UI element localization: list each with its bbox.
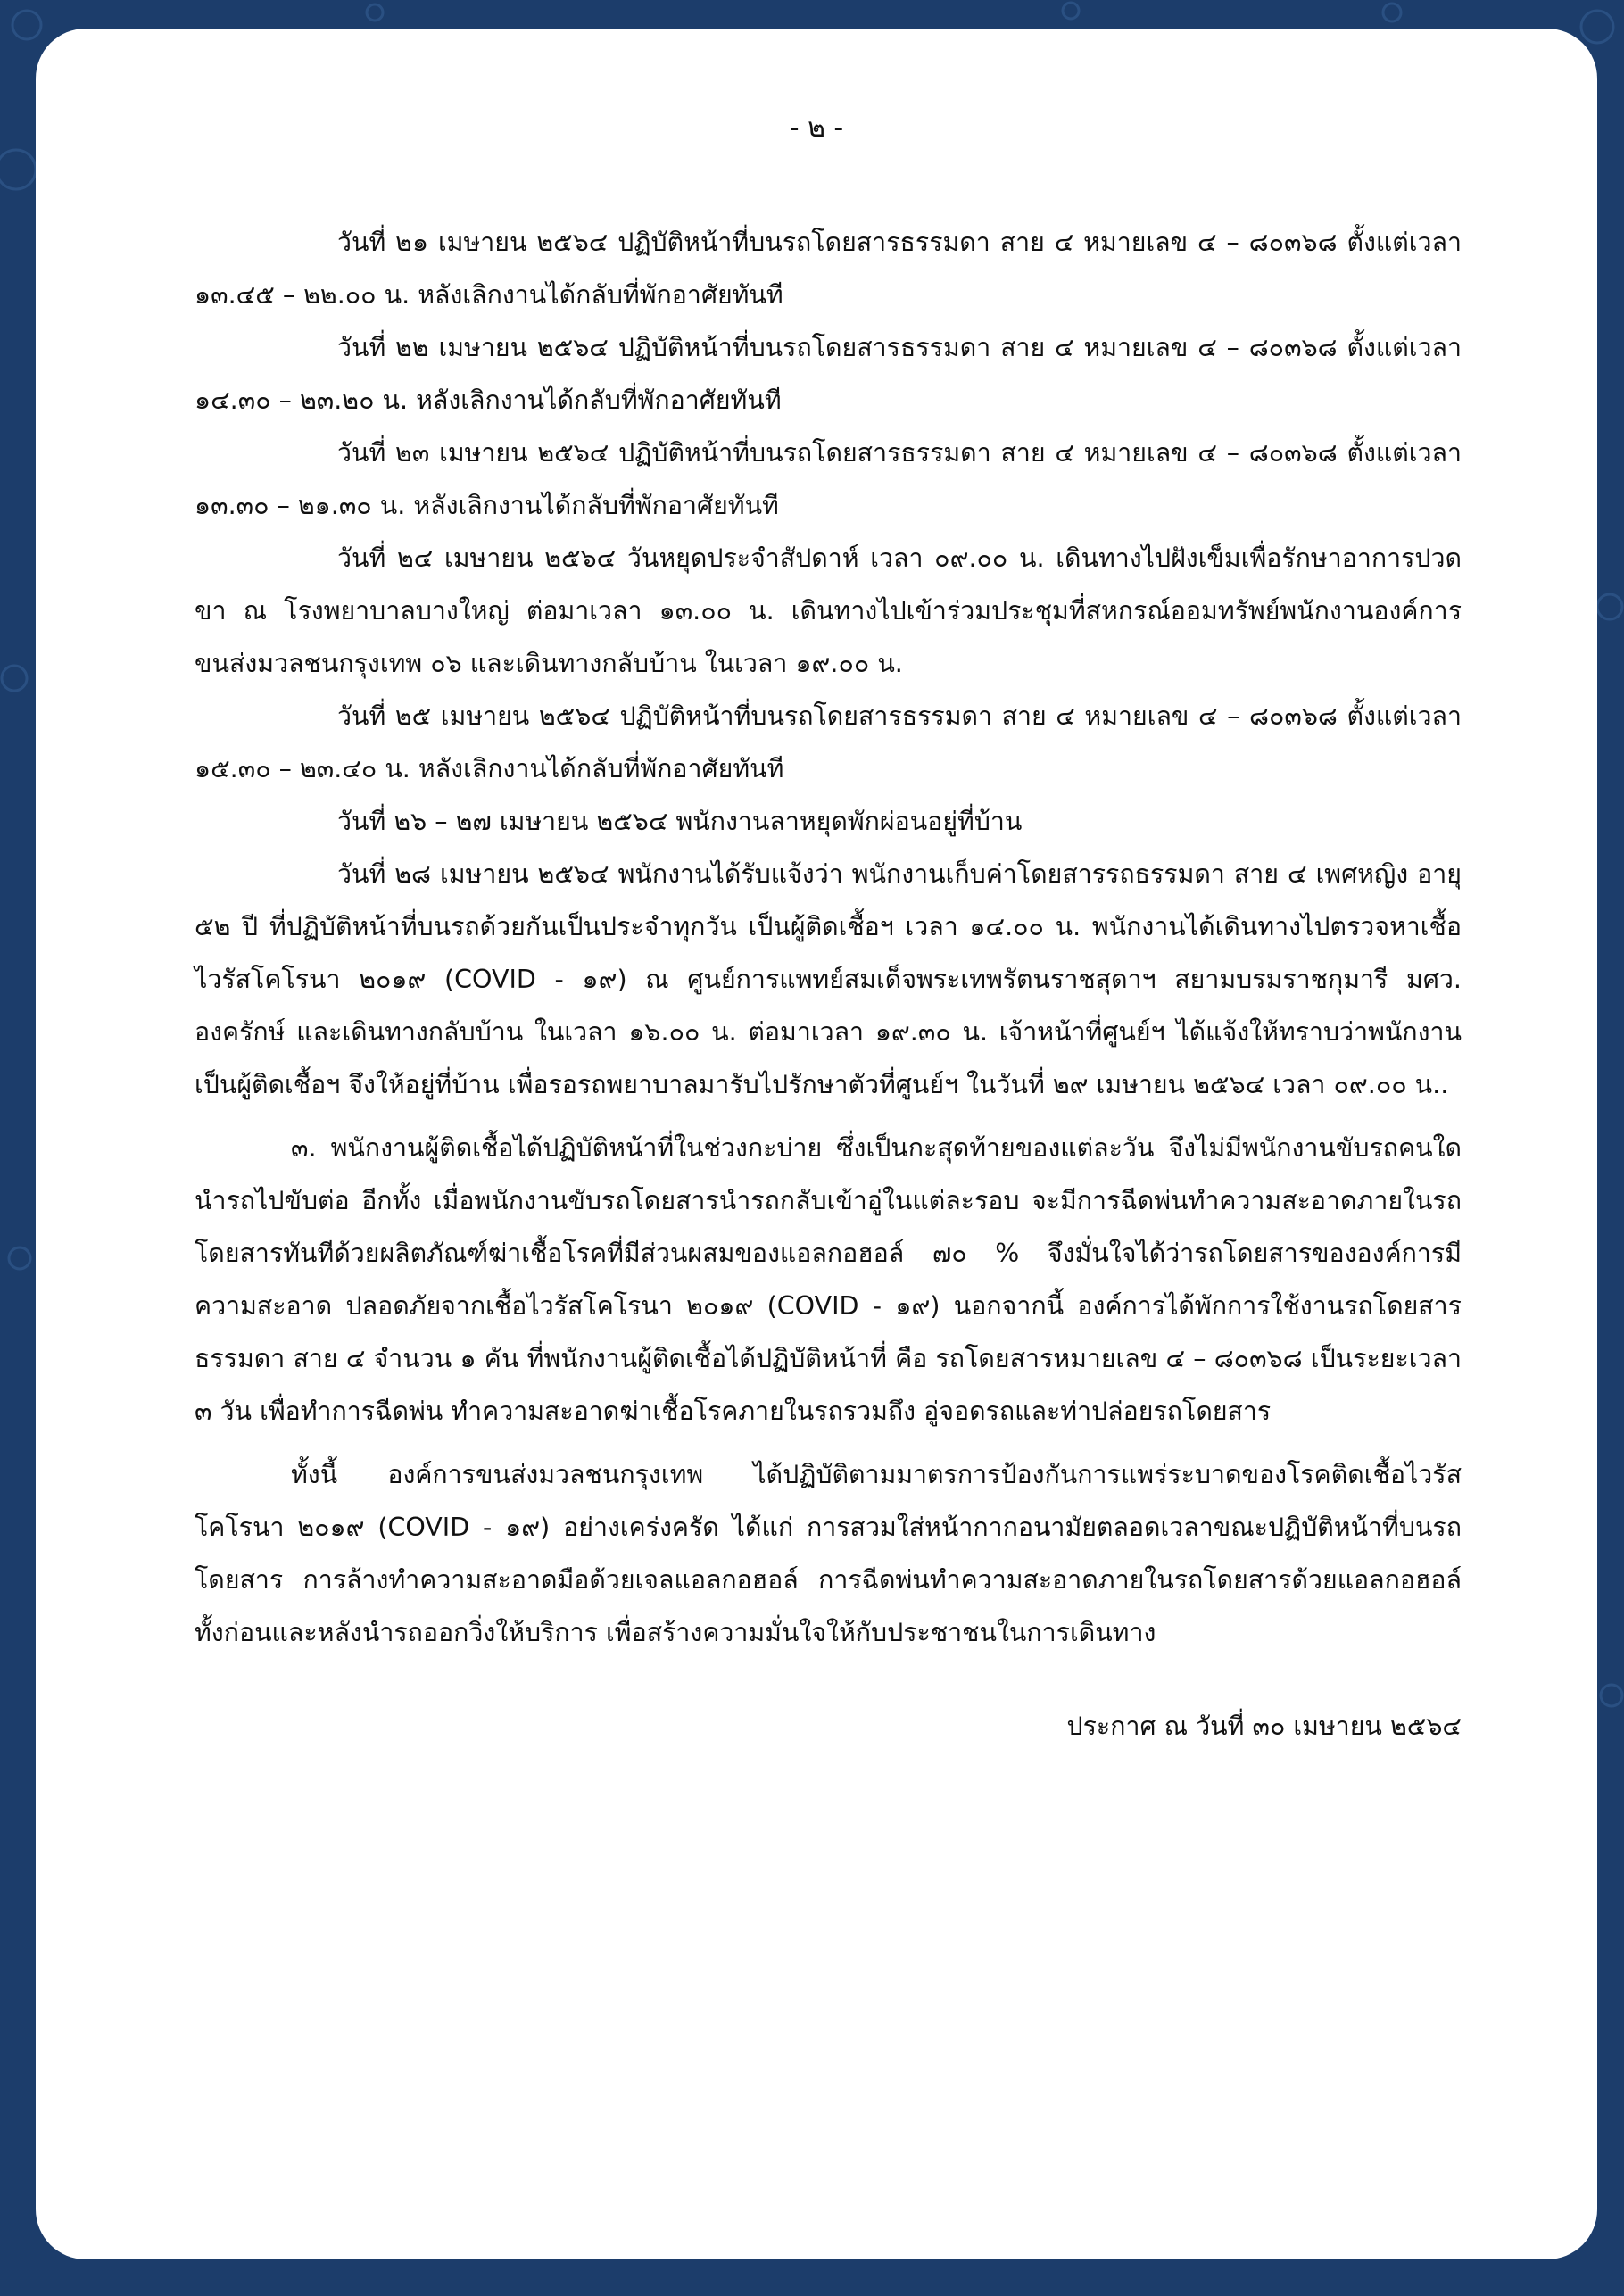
paragraph-measures: ทั้งนี้ องค์การขนส่งมวลชนกรุงเทพ ได้ปฏิบัติตามมาตรการป้องกันการแพร่ระบาดของโรคติดเชื้อไวรัสโคโรนา ๒๐๑๙ (COVID - ๑๙) อย่างเคร่งครัด ได้แก่ การสวมใส่หน้ากากอนามัยตลอดเวลาขณะปฏิบัติหน้าที่บนรถโดยสาร การล้างทำความสะอาดมือด้วยเจลแอลกอฮอล์ การฉีดพ่นทำความสะอาดภายในรถโดยสารด้วยแอลกอฮอล์ทั้งก่อนและหลังนำรถออกวิ่งให้บริการ เพื่อสร้างความมั่นใจให้กับประชาชนในการเดินทาง (195, 1460, 1462, 1647)
paragraph-apr26-27: วันที่ ๒๖ – ๒๗ เมษายน ๒๕๖๔ พนักงานลาหยุดพักผ่อนอยู่ที่บ้าน (337, 807, 1023, 836)
paragraph-apr21: วันที่ ๒๑ เมษายน ๒๕๖๔ ปฏิบัติหน้าที่บนรถโดยสารธรรมดา สาย ๔ หมายเลข ๔ – ๘๐๓๖๘ ตั้งแต่เวลา ๑๓.๔๕ – ๒๒.๐๐ น. หลังเลิกงานได้กลับที่พักอาศัยทันที (195, 228, 1462, 310)
paragraph-apr23: วันที่ ๒๓ เมษายน ๒๕๖๔ ปฏิบัติหน้าที่บนรถโดยสารธรรมดา สาย ๔ หมายเลข ๔ – ๘๐๓๖๘ ตั้งแต่เวลา ๑๓.๓๐ – ๒๑.๓๐ น. หลังเลิกงานได้กลับที่พักอาศัยทันที (195, 438, 1462, 520)
page-number: - ๒ - (789, 112, 844, 144)
paragraph-apr25: วันที่ ๒๕ เมษายน ๒๕๖๔ ปฏิบัติหน้าที่บนรถโดยสารธรรมดา สาย ๔ หมายเลข ๔ – ๘๐๓๖๘ ตั้งแต่เวลา ๑๕.๓๐ – ๒๓.๔๐ น. หลังเลิกงานได้กลับที่พักอาศัยทันที (195, 701, 1462, 783)
announcement-date: ประกาศ ณ วันที่ ๓๐ เมษายน ๒๕๖๔ (1066, 1712, 1462, 1741)
paragraph-apr28: วันที่ ๒๘ เมษายน ๒๕๖๔ พนักงานได้รับแจ้งว่า พนักงานเก็บค่าโดยสารรถธรรมดา สาย ๔ เพศหญิง อายุ ๕๒ ปี ที่ปฏิบัติหน้าที่บนรถด้วยกันเป็นประจำทุกวัน เป็นผู้ติดเชื้อฯ เวลา ๑๔.๐๐ น. พนักงานได้เดินทางไปตรวจหาเชื้อไวรัสโคโรนา ๒๐๑๙ (COVID - ๑๙) ณ ศูนย์การแพทย์สมเด็จพระเทพรัตนราชสุดาฯ สยามบรมราชกุมารี มศว. องครักษ์ และเดินทางกลับบ้าน ในเวลา ๑๖.๐๐ น. ต่อมาเวลา ๑๙.๓๐ น. เจ้าหน้าที่ศูนย์ฯ ได้แจ้งให้ทราบว่าพนักงานเป็นผู้ติดเชื้อฯ จึงให้อยู่ที่บ้าน เพื่อรอรถพยาบาลมารับไปรักษาตัวที่ศูนย์ฯ ในวันที่ ๒๙ เมษายน ๒๕๖๔ เวลา ๐๙.๐๐ น.. (195, 859, 1462, 1099)
document-body (195, 216, 1462, 1753)
paragraph-apr22: วันที่ ๒๒ เมษายน ๒๕๖๔ ปฏิบัติหน้าที่บนรถโดยสารธรรมดา สาย ๔ หมายเลข ๔ – ๘๐๓๖๘ ตั้งแต่เวลา ๑๔.๓๐ – ๒๓.๒๐ น. หลังเลิกงานได้กลับที่พักอาศัยทันที (195, 333, 1462, 415)
paragraph-apr24: วันที่ ๒๔ เมษายน ๒๕๖๔ วันหยุดประจำสัปดาห์ เวลา ๐๙.๐๐ น. เดินทางไปฝังเข็มเพื่อรักษาอาการปวดขา ณ โรงพยาบาลบางใหญ่ ต่อมาเวลา ๑๓.๐๐ น. เดินทางไปเข้าร่วมประชุมที่สหกรณ์ออมทรัพย์พนักงานองค์การขนส่งมวลชนกรุงเทพ ๐๖ และเดินทางกลับบ้าน ในเวลา ๑๙.๐๐ น. (195, 543, 1462, 678)
paragraph-section-3: ๓. พนักงานผู้ติดเชื้อได้ปฏิบัติหน้าที่ในช่วงกะบ่าย ซึ่งเป็นกะสุดท้ายของแต่ละวัน จึงไม่มีพนักงานขับรถคนใดนำรถไปขับต่อ อีกทั้ง เมื่อพนักงานขับรถโดยสารนำรถกลับเข้าอู่ในแต่ละรอบ จะมีการฉีดพ่นทำความสะอาดภายในรถโดยสารทันทีด้วยผลิตภัณฑ์ฆ่าเชื้อโรคที่มีส่วนผสมของแอลกอฮอล์ ๗๐ % จึงมั่นใจได้ว่ารถโดยสารขององค์การมีความสะอาด ปลอดภัยจากเชื้อไวรัสโคโรนา ๒๐๑๙ (COVID - ๑๙) นอกจากนี้ องค์การได้พักการใช้งานรถโดยสารธรรมดา สาย ๔ จำนวน ๑ คัน ที่พนักงานผู้ติดเชื้อได้ปฏิบัติหน้าที่ คือ รถโดยสารหมายเลข ๔ – ๘๐๓๖๘ เป็นระยะเวลา ๓ วัน เพื่อทำการฉีดพ่น ทำความสะอาดฆ่าเชื้อโรคภายในรถรวมถึง อู่จอดรถและท่าปล่อยรถโดยสาร (195, 1133, 1462, 1426)
document-page (36, 29, 1597, 2259)
